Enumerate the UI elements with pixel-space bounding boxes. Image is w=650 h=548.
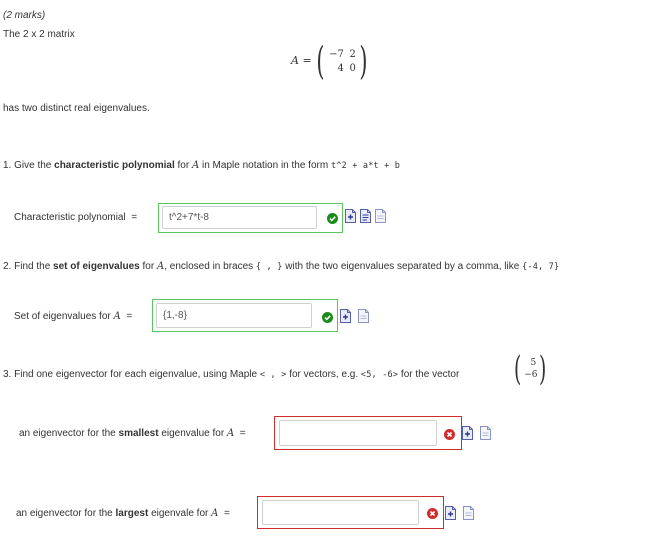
marks-label: (2 marks): [3, 10, 46, 21]
matrix-cell: 0: [349, 62, 356, 74]
preview-icon[interactable]: [345, 209, 356, 226]
right-paren: ): [359, 39, 368, 83]
correct-icon: [322, 312, 333, 323]
matrix-A: [313, 39, 371, 83]
preview-icon[interactable]: [340, 309, 351, 326]
right-paren: ): [539, 349, 547, 389]
smallest-eigenvector-label: an eigenvector for the smallest eigenvalue for A =: [19, 428, 246, 439]
help-document-icon[interactable]: [480, 426, 491, 443]
q2-prompt: 2. Find the set of eigenvalues for A, enclosed in braces { , } with the two eigenvalues separated by a comma, like {-4, 7}: [3, 261, 560, 272]
help-document-icon[interactable]: [375, 209, 386, 226]
preview-icon[interactable]: [445, 506, 456, 523]
matrix-symbol: A =: [291, 54, 312, 67]
example-vector: [511, 349, 550, 389]
matrix-cell: −7: [329, 48, 344, 60]
left-paren: (: [316, 39, 325, 83]
help-document-icon[interactable]: [358, 309, 369, 326]
q2-label: Set of eigenvalues for A =: [14, 311, 133, 322]
matrix-cell: 4: [337, 62, 344, 74]
help-document-icon[interactable]: [463, 506, 474, 523]
vector-entry: 5: [530, 358, 537, 368]
left-paren: (: [513, 349, 522, 389]
q3-prompt: 3. Find one eigenvector for each eigenvalue, using Maple < , > for vectors, e.g. <5, -6> for the vector: [3, 369, 460, 380]
correct-icon: [327, 213, 338, 224]
incorrect-icon: [444, 429, 455, 440]
matrix-cell: 2: [349, 48, 356, 60]
largest-eigenvector-input[interactable]: [262, 500, 419, 525]
outro-text: has two distinct real eigenvalues.: [3, 103, 150, 114]
preview-icon[interactable]: [462, 426, 473, 443]
intro-text: The 2 x 2 matrix: [3, 29, 75, 40]
eigenvalues-set-input[interactable]: [156, 303, 312, 328]
vector-entry: −6: [524, 370, 538, 380]
largest-eigenvector-label: an eigenvector for the largest eigenvale for A =: [16, 508, 230, 519]
q1-prompt: 1. Give the characteristic polynomial for A in Maple notation in the form t^2 + a*t + b: [3, 160, 401, 171]
smallest-eigenvector-input[interactable]: [279, 420, 437, 446]
incorrect-icon: [427, 508, 438, 519]
characteristic-polynomial-input[interactable]: [162, 206, 317, 229]
syntax-check-icon[interactable]: [360, 209, 371, 226]
q1-label: Characteristic polynomial =: [14, 212, 138, 223]
